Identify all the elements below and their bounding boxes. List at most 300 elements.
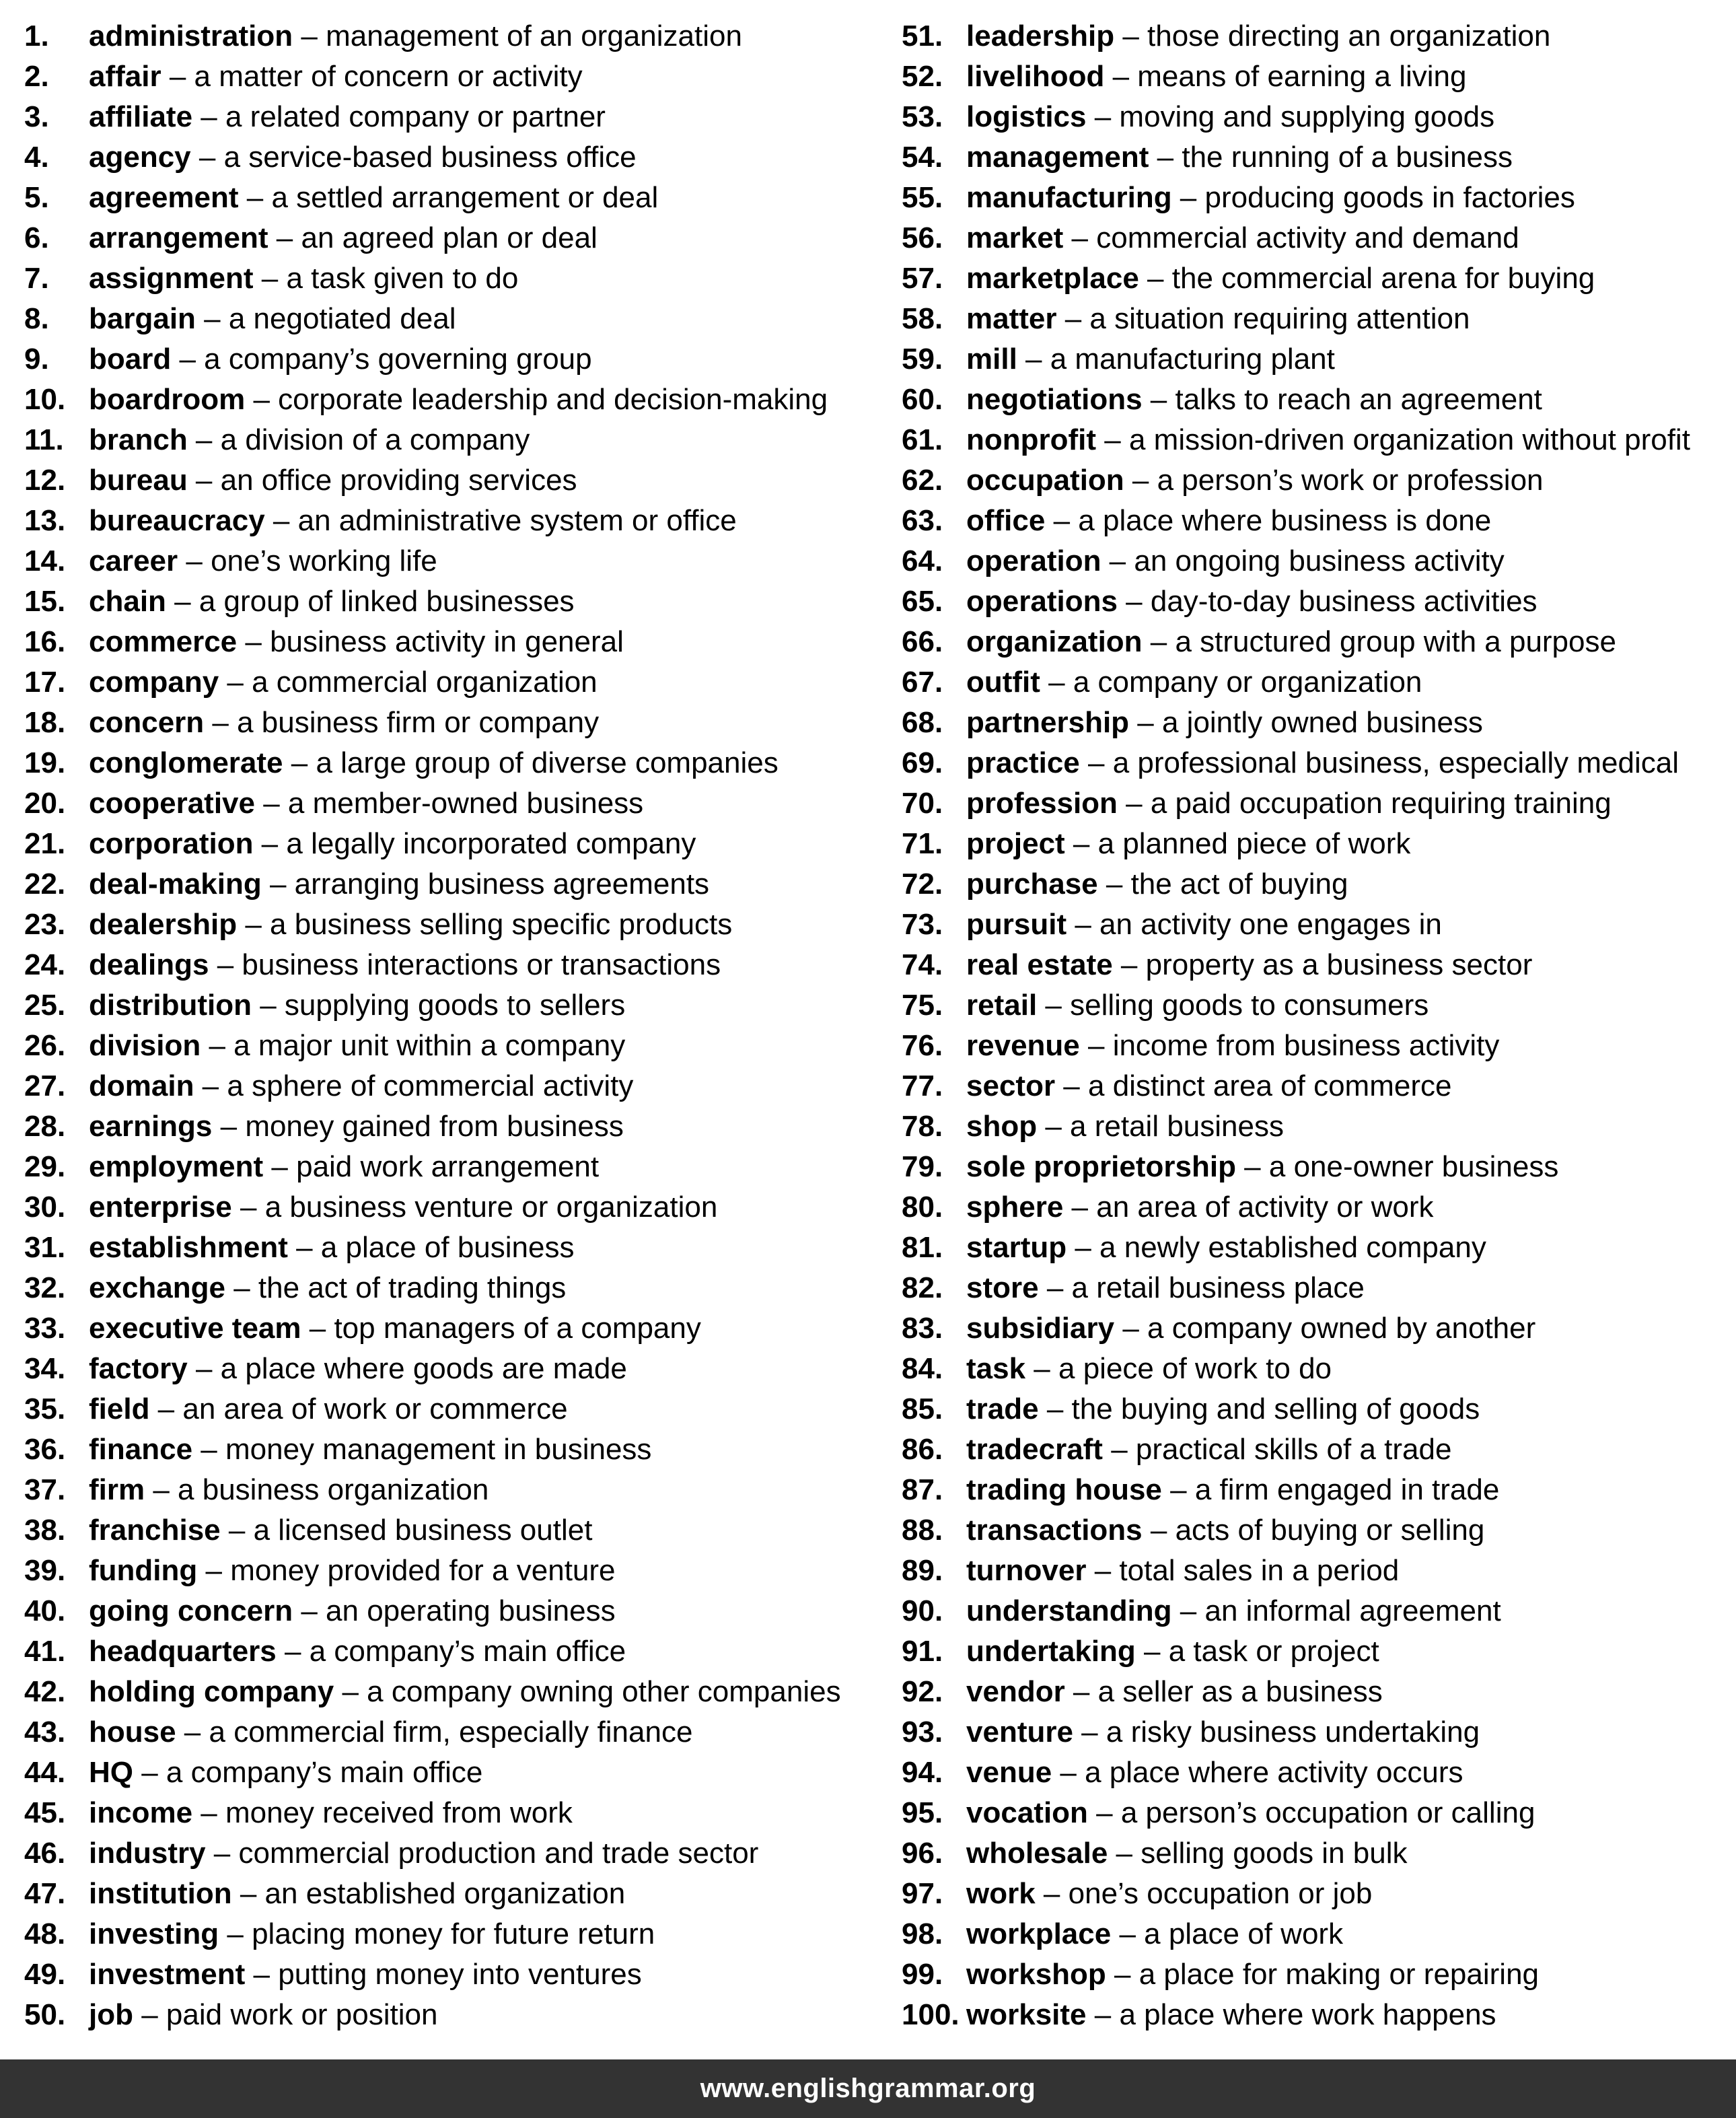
- item-number: 26.: [24, 1029, 66, 1062]
- item-number: 30.: [24, 1191, 66, 1224]
- list-item: [902, 905, 1729, 945]
- item-number: 64.: [902, 544, 943, 577]
- item-definition: top managers of a company: [334, 1312, 701, 1345]
- item-text: [966, 905, 1442, 945]
- item-definition: a company’s main office: [309, 1635, 626, 1668]
- item-definition: the running of a business: [1182, 141, 1513, 174]
- item-definition: a structured group with a purpose: [1175, 625, 1616, 658]
- item-number: 62.: [902, 464, 943, 497]
- item-term: career: [89, 544, 178, 577]
- item-definition: selling goods in bulk: [1141, 1837, 1408, 1870]
- item-term: vocation: [966, 1796, 1088, 1829]
- item-term: project: [966, 827, 1065, 860]
- item-definition: a one-owner business: [1268, 1150, 1559, 1183]
- item-text: [966, 743, 1679, 783]
- item-definition: a risky business undertaking: [1106, 1716, 1480, 1749]
- item-number: 27.: [24, 1069, 66, 1102]
- item-text: [966, 1147, 1558, 1187]
- item-definition: a company’s main office: [166, 1756, 483, 1789]
- item-text: [966, 137, 1513, 178]
- item-number: 85.: [902, 1392, 943, 1425]
- list-item: [24, 1106, 879, 1147]
- word-list-right-column: [902, 16, 1729, 2035]
- item-text: [966, 420, 1690, 460]
- item-text: [89, 1147, 599, 1187]
- list-item: [24, 97, 879, 137]
- item-definition: a retail business: [1070, 1110, 1284, 1143]
- item-number: 75.: [902, 989, 943, 1022]
- item-term: domain: [89, 1069, 194, 1102]
- item-term: understanding: [966, 1594, 1172, 1627]
- item-text: [966, 299, 1470, 339]
- list-item: [902, 1349, 1729, 1389]
- item-term: workshop: [966, 1958, 1106, 1991]
- item-separator: –: [1040, 666, 1073, 699]
- item-definition: a company’s governing group: [204, 343, 592, 376]
- item-number: 61.: [902, 423, 943, 456]
- item-term: field: [89, 1392, 150, 1425]
- item-definition: a licensed business outlet: [253, 1514, 593, 1547]
- item-separator: –: [1129, 706, 1162, 739]
- item-term: pursuit: [966, 908, 1067, 941]
- item-separator: –: [1063, 1191, 1097, 1224]
- item-term: commerce: [89, 625, 238, 658]
- item-text: [966, 1429, 1451, 1470]
- item-number: 51.: [902, 20, 943, 52]
- item-term: deal-making: [89, 868, 262, 901]
- item-definition: the commercial arena for buying: [1171, 262, 1595, 295]
- item-term: matter: [966, 302, 1057, 335]
- item-text: [89, 178, 658, 218]
- item-text: [966, 460, 1544, 501]
- item-term: practice: [966, 746, 1080, 779]
- item-term: concern: [89, 706, 205, 739]
- item-separator: –: [209, 948, 242, 981]
- item-text: [89, 501, 737, 541]
- item-definition: a group of linked businesses: [198, 585, 575, 618]
- item-separator: –: [1066, 908, 1100, 941]
- list-item: [24, 218, 879, 258]
- item-separator: –: [276, 1635, 310, 1668]
- list-item: [24, 1874, 879, 1914]
- item-term: workplace: [966, 1917, 1112, 1950]
- item-definition: a company or organization: [1073, 666, 1422, 699]
- item-separator: –: [190, 141, 224, 174]
- item-separator: –: [1025, 1352, 1058, 1385]
- item-text: [966, 1914, 1343, 1954]
- list-item: [902, 1147, 1729, 1187]
- item-definition: a negotiated deal: [228, 302, 456, 335]
- item-text: [89, 1631, 626, 1672]
- item-term: exchange: [89, 1271, 225, 1304]
- list-item: [24, 460, 879, 501]
- item-definition: an agreed plan or deal: [301, 221, 598, 254]
- item-text: [89, 97, 606, 137]
- item-term: startup: [966, 1231, 1067, 1264]
- item-text: [89, 743, 779, 783]
- item-text: [89, 1228, 574, 1268]
- item-number: 52.: [902, 60, 943, 93]
- item-definition: property as a business sector: [1145, 948, 1533, 981]
- item-term: work: [966, 1877, 1036, 1910]
- list-item: [902, 1510, 1729, 1551]
- list-item: [902, 1026, 1729, 1066]
- item-term: manufacturing: [966, 181, 1172, 214]
- item-separator: –: [1104, 60, 1138, 93]
- item-separator: –: [245, 383, 279, 416]
- item-term: income: [89, 1796, 193, 1829]
- item-separator: –: [1056, 302, 1090, 335]
- item-number: 83.: [902, 1312, 943, 1345]
- item-separator: –: [1038, 1392, 1072, 1425]
- item-separator: –: [231, 1877, 265, 1910]
- item-separator: –: [166, 585, 199, 618]
- item-term: bargain: [89, 302, 196, 335]
- item-term: profession: [966, 787, 1118, 820]
- item-term: job: [89, 1998, 133, 2031]
- item-text: [89, 1026, 625, 1066]
- item-number: 73.: [902, 908, 943, 941]
- item-definition: acts of buying or selling: [1175, 1514, 1485, 1547]
- list-item: [24, 622, 879, 662]
- list-item: [902, 662, 1729, 703]
- item-number: 47.: [24, 1877, 66, 1910]
- item-number: 16.: [24, 625, 66, 658]
- list-item: [902, 1551, 1729, 1591]
- item-text: [89, 1914, 655, 1954]
- item-text: [966, 1874, 1372, 1914]
- item-term: nonprofit: [966, 423, 1097, 456]
- item-definition: a company owned by another: [1147, 1312, 1536, 1345]
- item-definition: a business selling specific products: [270, 908, 733, 941]
- item-definition: a task or project: [1168, 1635, 1379, 1668]
- item-number: 88.: [902, 1514, 943, 1547]
- item-definition: a task given to do: [286, 262, 519, 295]
- item-definition: a matter of concern or activity: [194, 60, 583, 93]
- item-number: 15.: [24, 585, 66, 618]
- item-text: [89, 299, 456, 339]
- item-definition: placing money for future return: [252, 1917, 655, 1950]
- item-definition: a paid occupation requiring training: [1150, 787, 1612, 820]
- item-separator: –: [254, 787, 288, 820]
- item-definition: arranging business agreements: [294, 868, 710, 901]
- list-item: [24, 945, 879, 985]
- item-text: [966, 1187, 1434, 1228]
- item-text: [89, 339, 592, 380]
- list-item: [24, 1026, 879, 1066]
- item-definition: a seller as a business: [1097, 1675, 1383, 1708]
- item-number: 28.: [24, 1110, 66, 1143]
- item-definition: a business venture or organization: [264, 1191, 718, 1224]
- item-text: [89, 985, 625, 1026]
- item-separator: –: [212, 1110, 246, 1143]
- item-term: leadership: [966, 20, 1115, 52]
- item-separator: –: [195, 302, 229, 335]
- item-term: earnings: [89, 1110, 213, 1143]
- item-term: branch: [89, 423, 188, 456]
- list-item: [902, 945, 1729, 985]
- item-number: 100.: [902, 1998, 960, 2031]
- item-separator: –: [1142, 625, 1176, 658]
- list-item: [24, 1147, 879, 1187]
- item-separator: –: [231, 1191, 265, 1224]
- item-definition: talks to reach an agreement: [1175, 383, 1542, 416]
- item-number: 97.: [902, 1877, 943, 1910]
- item-separator: –: [1135, 1635, 1169, 1668]
- list-item: [902, 1187, 1729, 1228]
- list-item: [902, 218, 1729, 258]
- item-text: [966, 1308, 1535, 1349]
- item-text: [89, 945, 721, 985]
- item-text: [966, 339, 1335, 380]
- item-separator: –: [237, 908, 270, 941]
- item-term: venture: [966, 1716, 1073, 1749]
- item-separator: –: [1171, 1594, 1205, 1627]
- item-text: [966, 662, 1422, 703]
- item-number: 91.: [902, 1635, 943, 1668]
- item-definition: a person’s work or profession: [1157, 464, 1544, 497]
- item-number: 6.: [24, 221, 49, 254]
- list-item: [24, 1268, 879, 1308]
- item-number: 82.: [902, 1271, 943, 1304]
- item-text: [89, 1551, 616, 1591]
- item-text: [966, 57, 1466, 97]
- item-separator: –: [1096, 423, 1129, 456]
- item-separator: –: [283, 746, 316, 779]
- item-separator: –: [171, 343, 205, 376]
- item-separator: –: [192, 1433, 225, 1466]
- item-definition: a business firm or company: [237, 706, 600, 739]
- item-term: enterprise: [89, 1191, 232, 1224]
- list-item: [24, 703, 879, 743]
- item-number: 17.: [24, 666, 66, 699]
- item-separator: –: [1101, 544, 1134, 577]
- item-text: [966, 1753, 1463, 1793]
- list-item: [24, 178, 879, 218]
- item-number: 5.: [24, 181, 49, 214]
- list-item: [24, 1914, 879, 1954]
- item-number: 38.: [24, 1514, 66, 1547]
- item-definition: moving and supplying goods: [1119, 100, 1495, 133]
- item-term: company: [89, 666, 219, 699]
- item-separator: –: [1117, 585, 1151, 618]
- list-item: [24, 1389, 879, 1429]
- item-definition: paid work or position: [166, 1998, 438, 2031]
- item-separator: –: [1114, 1312, 1148, 1345]
- item-number: 20.: [24, 787, 66, 820]
- item-number: 55.: [902, 181, 943, 214]
- item-text: [966, 622, 1616, 662]
- item-term: undertaking: [966, 1635, 1136, 1668]
- item-definition: a related company or partner: [225, 100, 606, 133]
- item-separator: –: [1066, 1231, 1100, 1264]
- item-term: venue: [966, 1756, 1052, 1789]
- item-text: [89, 460, 577, 501]
- item-number: 57.: [902, 262, 943, 295]
- item-text: [966, 864, 1348, 905]
- item-number: 25.: [24, 989, 66, 1022]
- item-text: [89, 1389, 568, 1429]
- item-text: [89, 622, 624, 662]
- item-definition: an office providing services: [220, 464, 577, 497]
- item-definition: a company owning other companies: [367, 1675, 841, 1708]
- item-definition: a major unit within a company: [233, 1029, 626, 1062]
- list-item: [902, 1914, 1729, 1954]
- list-item: [24, 1187, 879, 1228]
- item-separator: –: [187, 423, 221, 456]
- item-separator: –: [1038, 1271, 1072, 1304]
- item-separator: –: [178, 544, 211, 577]
- item-number: 69.: [902, 746, 943, 779]
- list-item: [902, 1470, 1729, 1510]
- item-definition: a mission-driven organization without profit: [1128, 423, 1690, 456]
- item-term: trading house: [966, 1473, 1162, 1506]
- item-number: 34.: [24, 1352, 66, 1385]
- list-item: [902, 1631, 1729, 1672]
- list-item: [24, 824, 879, 864]
- item-number: 98.: [902, 1917, 943, 1950]
- item-term: employment: [89, 1150, 264, 1183]
- item-text: [966, 1389, 1480, 1429]
- item-text: [966, 1026, 1499, 1066]
- item-number: 60.: [902, 383, 943, 416]
- item-number: 87.: [902, 1473, 943, 1506]
- item-number: 54.: [902, 141, 943, 174]
- item-term: division: [89, 1029, 201, 1062]
- item-number: 68.: [902, 706, 943, 739]
- item-definition: means of earning a living: [1137, 60, 1467, 93]
- item-definition: business activity in general: [270, 625, 624, 658]
- item-separator: –: [1106, 1958, 1139, 1991]
- item-definition: an operating business: [326, 1594, 616, 1627]
- item-term: subsidiary: [966, 1312, 1115, 1345]
- item-term: dealings: [89, 948, 209, 981]
- item-definition: an area of activity or work: [1096, 1191, 1434, 1224]
- item-definition: commercial production and trade sector: [238, 1837, 759, 1870]
- item-definition: a settled arrangement or deal: [271, 181, 659, 214]
- item-text: [89, 1308, 701, 1349]
- item-term: investment: [89, 1958, 246, 1991]
- item-number: 44.: [24, 1756, 66, 1789]
- item-text: [966, 1793, 1535, 1833]
- item-definition: a commercial firm, especially finance: [209, 1716, 693, 1749]
- item-term: retail: [966, 989, 1038, 1022]
- item-definition: selling goods to consumers: [1070, 989, 1429, 1022]
- item-separator: –: [1087, 1796, 1121, 1829]
- item-definition: a place of business: [320, 1231, 575, 1264]
- list-item: [902, 1389, 1729, 1429]
- item-term: negotiations: [966, 383, 1143, 416]
- item-definition: a large group of diverse companies: [316, 746, 779, 779]
- item-separator: –: [220, 1514, 254, 1547]
- list-item: [902, 1995, 1729, 2035]
- item-number: 80.: [902, 1191, 943, 1224]
- footer-url[interactable]: www.englishgrammar.org: [700, 2074, 1036, 2103]
- list-item: [24, 1591, 879, 1631]
- item-term: tradecraft: [966, 1433, 1103, 1466]
- item-term: management: [966, 141, 1149, 174]
- item-number: 4.: [24, 141, 49, 174]
- list-item: [24, 1833, 879, 1874]
- item-number: 40.: [24, 1594, 66, 1627]
- item-number: 81.: [902, 1231, 943, 1264]
- item-text: [966, 1833, 1408, 1874]
- item-term: purchase: [966, 868, 1098, 901]
- list-item: [902, 622, 1729, 662]
- item-definition: paid work arrangement: [296, 1150, 600, 1183]
- item-separator: –: [1086, 1554, 1120, 1587]
- list-item: [24, 1308, 879, 1349]
- item-term: chain: [89, 585, 166, 618]
- list-item: [902, 1106, 1729, 1147]
- item-term: logistics: [966, 100, 1087, 133]
- list-item: [24, 258, 879, 299]
- item-term: market: [966, 221, 1064, 254]
- item-separator: –: [201, 1029, 234, 1062]
- list-item: [24, 743, 879, 783]
- item-number: 2.: [24, 60, 49, 93]
- list-item: [24, 1349, 879, 1389]
- item-text: [89, 1833, 758, 1874]
- list-item: [902, 57, 1729, 97]
- item-term: HQ: [89, 1756, 133, 1789]
- item-separator: –: [176, 1716, 209, 1749]
- item-term: office: [966, 504, 1046, 537]
- item-number: 70.: [902, 787, 943, 820]
- item-definition: a place where goods are made: [220, 1352, 627, 1385]
- list-item: [24, 1631, 879, 1672]
- item-number: 7.: [24, 262, 49, 295]
- list-item: [902, 1591, 1729, 1631]
- item-term: executive team: [89, 1312, 301, 1345]
- item-separator: –: [219, 666, 252, 699]
- item-text: [89, 824, 696, 864]
- item-number: 76.: [902, 1029, 943, 1062]
- item-definition: a jointly owned business: [1161, 706, 1483, 739]
- word-list-left-column: [24, 16, 879, 2035]
- list-item: [24, 1470, 879, 1510]
- list-item: [24, 541, 879, 581]
- item-definition: a legally incorporated company: [286, 827, 696, 860]
- item-separator: –: [1079, 1029, 1113, 1062]
- item-term: worksite: [966, 1998, 1087, 2031]
- item-definition: a sphere of commercial activity: [227, 1069, 634, 1102]
- item-term: affair: [89, 60, 161, 93]
- list-item: [902, 743, 1729, 783]
- item-text: [89, 1672, 841, 1712]
- item-definition: management of an organization: [326, 20, 742, 52]
- item-term: bureau: [89, 464, 188, 497]
- item-text: [89, 218, 598, 258]
- list-item: [24, 1510, 879, 1551]
- list-item: [24, 299, 879, 339]
- item-number: 50.: [24, 1998, 66, 2031]
- item-term: funding: [89, 1554, 198, 1587]
- item-separator: –: [287, 1231, 321, 1264]
- item-number: 93.: [902, 1716, 943, 1749]
- item-term: bureaucracy: [89, 504, 265, 537]
- list-item: [24, 1066, 879, 1106]
- item-separator: –: [187, 1352, 221, 1385]
- item-definition: a commercial organization: [252, 666, 598, 699]
- list-item: [24, 1995, 879, 2035]
- list-item: [24, 1954, 879, 1995]
- item-definition: a situation requiring attention: [1089, 302, 1470, 335]
- item-separator: –: [1064, 1675, 1098, 1708]
- item-term: transactions: [966, 1514, 1143, 1547]
- item-separator: –: [245, 1958, 279, 1991]
- item-term: factory: [89, 1352, 188, 1385]
